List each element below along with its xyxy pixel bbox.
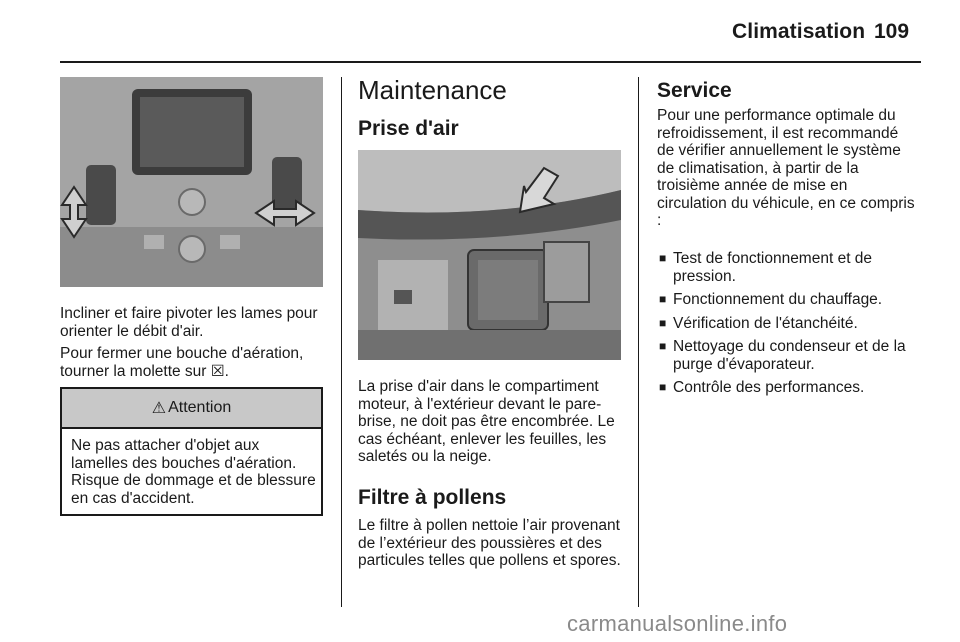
service-checklist — [659, 250, 923, 403]
subheading-pollen-filter: Filtre à pollens — [358, 486, 507, 509]
section-heading-maintenance: Maintenance — [358, 75, 507, 105]
vent-caption-1: Incliner et faire pivoter les lames pour orienter le débit d'air. — [60, 305, 318, 340]
bullet-icon: ■ — [659, 339, 667, 353]
list-item: ■ Fonctionnement du chauffage. — [659, 291, 883, 308]
attention-text: Ne pas attacher d'objet aux lamelles des bouches d'aération. Risque de dommage et de blessure en cas d'accident. — [71, 437, 316, 507]
warning-icon: ⚠ — [151, 400, 167, 417]
page-number: 109 — [874, 20, 910, 43]
header-rule — [60, 61, 921, 63]
attention-box — [60, 387, 323, 516]
list-item: ■ Test de fonctionnement et de pression. — [659, 250, 873, 285]
list-item: ■ Vérification de l'étanchéité. — [659, 314, 858, 332]
list-item: ■ Contrôle des performances. — [659, 379, 865, 396]
column-divider-left — [341, 77, 342, 607]
engine-compartment-photo — [358, 150, 621, 360]
attention-header — [62, 389, 321, 429]
attention-label: Attention — [168, 399, 232, 416]
service-paragraph: Pour une performance optimale du refroidissement, il est recommandé de vérifier annuellement le système de climatisation, à partir de la troisième année de mise en circulation du véhicule, en ce compris : — [657, 107, 915, 229]
air-intake-paragraph: La prise d'air dans le compartiment moteur, à l'extérieur devant le pare-brise, ne doit pas être encombrée. Le cas échéant, enlever les feuilles, les saletés ou la neige. — [358, 378, 615, 465]
list-item: ■ Nettoyage du condenseur et de la purge d'évaporateur. — [659, 338, 906, 373]
bullet-icon: ■ — [659, 251, 667, 265]
page-title: Climatisation — [732, 20, 866, 43]
pollen-filter-paragraph: Le filtre à pollen nettoie l’air provenant de l’extérieur des poussières et des particules telles que pollens et spores. — [358, 517, 621, 569]
bullet-icon: ■ — [659, 315, 667, 330]
section-heading-service: Service — [657, 79, 732, 102]
subheading-air-intake: Prise d'air — [358, 117, 459, 140]
bullet-icon: ■ — [659, 292, 667, 306]
column-divider-right — [638, 77, 639, 607]
dashboard-vents-photo — [60, 77, 323, 287]
page-header — [0, 0, 960, 62]
bullet-icon: ■ — [659, 380, 667, 394]
watermark-link[interactable]: carmanualsonline.info — [567, 611, 788, 636]
vent-caption-2: Pour fermer une bouche d'aération, tourner la molette sur ☒. — [60, 345, 304, 380]
